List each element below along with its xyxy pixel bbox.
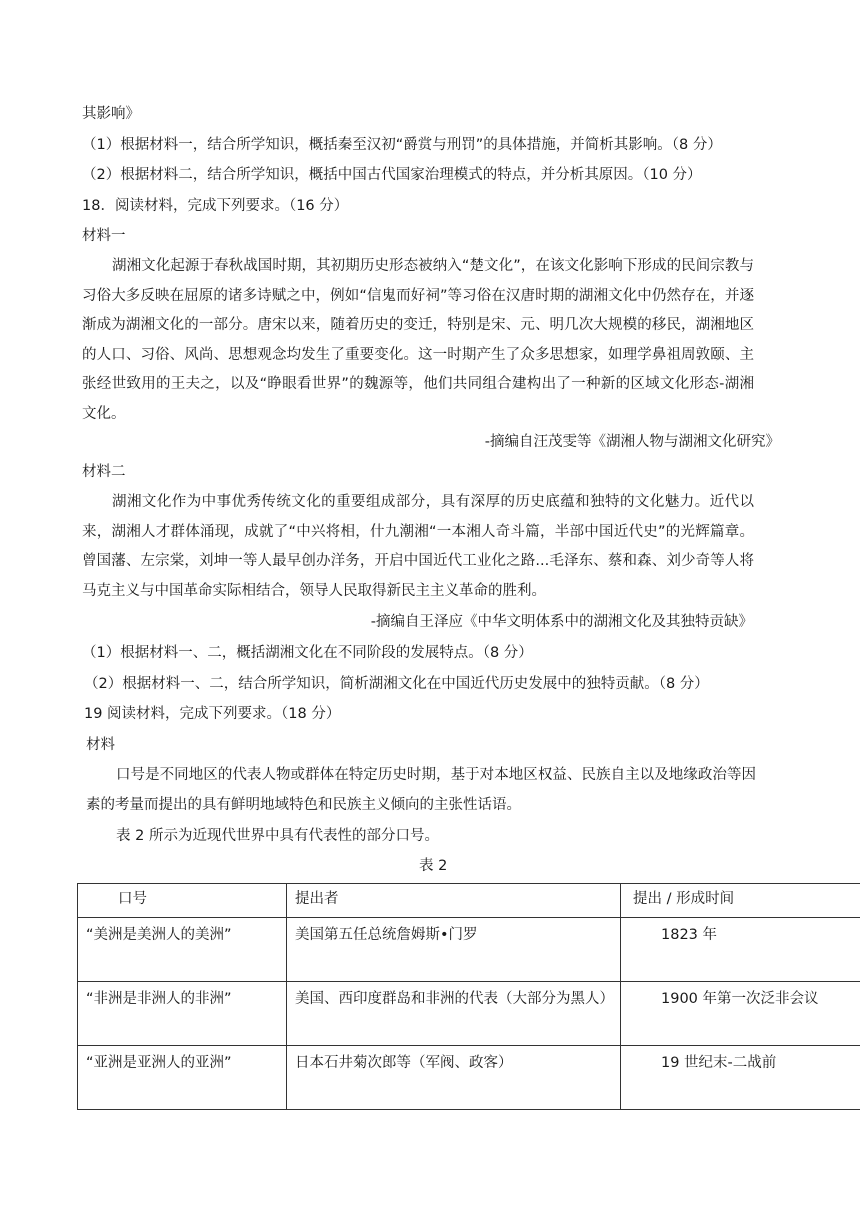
question-18-1: （1）根据材料一、二，概括湖湘文化在不同阶段的发展特点。（8 分） (82, 645, 533, 661)
table-caption: 表 2 (419, 858, 448, 874)
cell-slogan: “亚洲是亚洲人的亚洲” (78, 1046, 287, 1110)
table-row (78, 1046, 860, 1110)
material-2-label: 材料二 (82, 464, 126, 480)
material-2-paragraph: 湖湘文化作为中事优秀传统文化的重要组成部分，具有深厚的历史底蕴和独特的文化魅力。近代以来，湖湘人才群体涌现，成就了“中兴将相，什九潮湘“一本湘人奇斗篇，半部中国近代史”的光辉篇章。曾国藩、左宗棠，刘坤一等人最早创办洋务，开启中国近代工业化之路...毛泽东、蔡和森、刘少奇等人将马克主义与中国革命实际相结合，领导人民取得新民主主义革命的胜利。 (82, 494, 754, 599)
text-line: 其影响》 (82, 106, 140, 122)
question-1: （1）根据材料一，结合所学知识，概括秦至汉初“爵赏与刑罚”的具体措施，并简析其影响。（8 分） (82, 137, 722, 153)
material-1-paragraph: 湖湘文化起源于春秋战国时期，其初期历史形态被纳入“楚文化”，在该文化影响下形成的民间宗教与习俗大多反映在屈原的诸多诗赋之中，例如“信鬼而好祠”等习俗在汉唐时期的湖湘文化中仍然存在，并逐渐成为湖湘文化的一部分。唐宋以来，随着历史的变迁，特别是宋、元、明几次大规模的移民，湖湘地区的人口、习俗、风尚、思想观念均发生了重要变化。这一时期产生了众多思想家，如理学鼻祖周敦颐、主张经世致用的王夫之，以及“睁眼看世界”的魏源等，他们共同组合建构出了一种新的区域文化形态-湖湘文化。 (82, 258, 754, 422)
cell-time: 1823 年 (621, 918, 860, 982)
material-1-source: -摘编自汪茂雯等《湖湘人物与湖湘文化研究》 (484, 434, 780, 450)
table-row (78, 982, 860, 1046)
question-19-heading: 19 阅读材料，完成下列要求。（18 分） (84, 706, 341, 722)
header-time: 提出 / 形成时间 (621, 884, 860, 918)
header-proposer: 提出者 (287, 884, 621, 918)
header-slogan: 口号 (78, 884, 287, 918)
cell-time: 19 世纪末-二战前 (621, 1046, 860, 1110)
cell-time: 1900 年第一次泛非会议 (621, 982, 860, 1046)
question-18-2: （2）根据材料一、二，结合所学知识，简析湖湘文化在中国近代历史发展中的独特贡献。（8 分） (84, 676, 709, 692)
material-label: 材料 (86, 737, 115, 753)
material-1-label: 材料一 (82, 228, 126, 244)
table-intro: 表 2 所示为近现代世界中具有代表性的部分口号。 (116, 828, 439, 844)
question-2: （2）根据材料二，结合所学知识，概括中国古代国家治理模式的特点，并分析其原因。（10 分） (82, 167, 702, 183)
material-2-source: -摘编自王泽应《中华文明体系中的湖湘文化及其独特贡缺》 (370, 614, 753, 630)
material-paragraph: 口号是不同地区的代表人物或群体在特定历史时期，基于对本地区权益、民族自主以及地缘政治等因素的考量而提出的具有鲜明地域特色和民族主义倾向的主张性话语。 (86, 767, 756, 813)
cell-slogan: “非洲是非洲人的非洲” (78, 982, 287, 1046)
cell-proposer: 美国第五任总统詹姆斯•门罗 (287, 918, 621, 982)
cell-proposer: 日本石井菊次郎等（军阀、政客） (287, 1046, 621, 1110)
cell-proposer: 美国、西印度群岛和非洲的代表（大部分为黑人） (287, 982, 621, 1046)
table-header-row (78, 884, 860, 918)
question-18-heading: 18．阅读材料，完成下列要求。（16 分） (82, 198, 349, 214)
slogan-table (77, 883, 860, 1110)
table-row (78, 918, 860, 982)
cell-slogan: “美洲是美洲人的美洲” (78, 918, 287, 982)
